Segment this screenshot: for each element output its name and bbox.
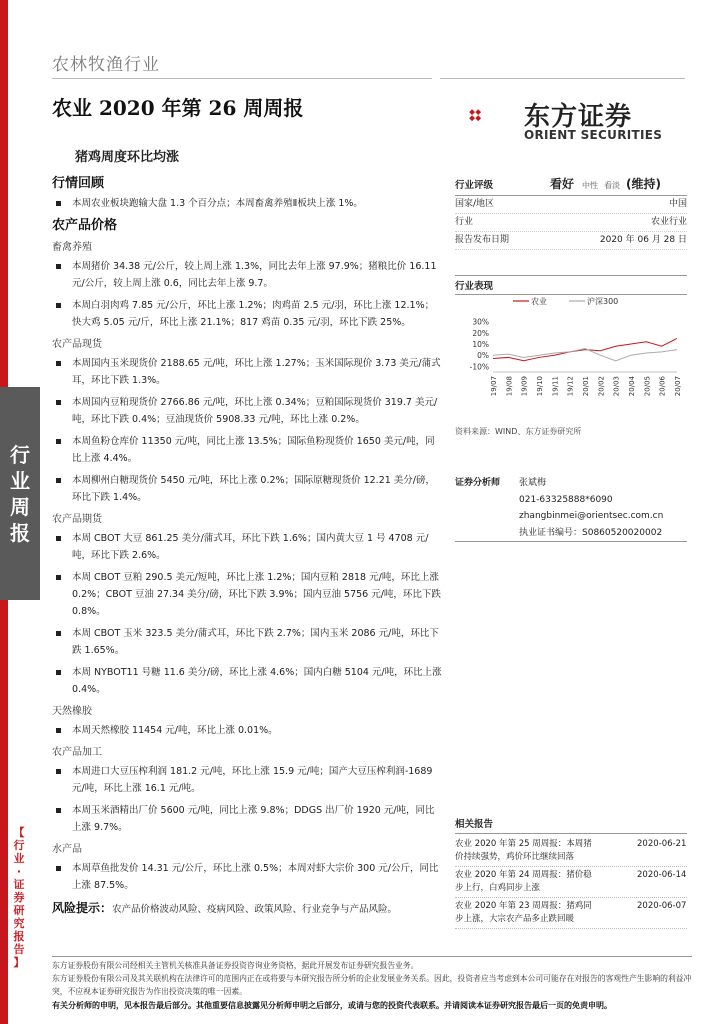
x-tick-label: 20/07 bbox=[674, 376, 682, 397]
price-group-label: 天然橡胶 bbox=[52, 706, 92, 717]
y-tick-label: -10% bbox=[469, 362, 489, 372]
x-tick-label: 19/10 bbox=[536, 376, 544, 397]
info-value: 农业行业 bbox=[650, 217, 687, 227]
series-line bbox=[493, 338, 677, 360]
price-bullet: 本周国内豆粕现货价 2766.86 元/吨，环比上涨 0.34%；豆粕国际现货价 319.7 美元/吨，环比下跌 0.4%；豆油现货价 5908.33 元/吨，环比上涨 0.2%。 bbox=[52, 394, 442, 428]
x-tick-label: 20/01 bbox=[582, 376, 590, 397]
price-bullet: 本周柳州白糖现货价 5450 元/吨，环比上涨 0.2%；国际原糖现货价 12.21 美分/磅，环比下跌 1.4%。 bbox=[52, 472, 442, 506]
related-item[interactable] bbox=[455, 836, 687, 867]
divider bbox=[52, 78, 432, 79]
analyst-row bbox=[455, 525, 687, 543]
review-bullet: 本周农业板块跑输大盘 1.3 个百分点；本周畜禽养殖Ⅱ板块上涨 1%。 bbox=[52, 195, 442, 212]
analyst-row bbox=[455, 508, 687, 525]
price-bullet: 本周猪价 34.38 元/公斤，较上周上涨 1.3%，同比去年上涨 97.9%；猪粮比价 16.11 元/公斤，较上周上涨 0.6，同比去年上涨 9.7。 bbox=[52, 258, 442, 292]
rating-keep: (维持) bbox=[626, 177, 661, 191]
analyst-email[interactable]: zhangbinmei@orientsec.com.cn bbox=[519, 511, 664, 521]
price-bullet: 本周天然橡胶 11454 元/吨，环比上涨 0.01%。 bbox=[52, 722, 442, 739]
price-group-label: 农产品期货 bbox=[52, 514, 102, 525]
x-tick-label: 20/04 bbox=[628, 376, 636, 397]
analyst-row bbox=[455, 475, 687, 492]
performance-heading: 行业表现 bbox=[455, 275, 687, 295]
side-bracket-char: 行 bbox=[13, 839, 25, 852]
x-tick-label: 20/02 bbox=[597, 376, 606, 397]
analyst-label: 证券分析师 bbox=[455, 478, 501, 488]
price-bullet: 本周国内玉米现货价 2188.65 元/吨，环比上涨 1.27%；玉米国际现价 3.73 美元/蒲式耳，环比下跌 1.3%。 bbox=[52, 355, 442, 389]
footer-line-bold: 有关分析师的申明，见本报告最后部分。其他重要信息披露见分析师申明之后部分，或请与您的投资代表联系。并请阅读本证券研究报告最后一页的免责申明。 bbox=[52, 1001, 612, 1010]
report-subtitle: 猪鸡周度环比均涨 bbox=[75, 150, 180, 165]
x-tick-label: 19/07 bbox=[490, 376, 498, 397]
related-item[interactable] bbox=[455, 898, 687, 929]
footer-line: 东方证券股份有限公司及其关联机构在法律许可的范围内正在或将要与本研究报告所分析的企业发展业务关系。因此，投资者应当考虑到本公司可能存在对报告的客观性产生影响的利益冲突，不应视本证券研究报告为作出投资决策的唯一因素。 bbox=[52, 974, 692, 996]
info-value: 中国 bbox=[668, 199, 687, 209]
license-label: 执业证书编号： bbox=[519, 527, 583, 538]
price-groups bbox=[52, 239, 442, 894]
side-tab-char: 业 bbox=[10, 468, 30, 493]
related-reports bbox=[455, 816, 687, 929]
x-tick-label: 20/03 bbox=[612, 376, 621, 397]
logo-text-cn: 东方证券 bbox=[524, 102, 633, 132]
y-tick-label: 10% bbox=[472, 340, 489, 349]
price-bullet: 本周草鱼批发价 14.31 元/公斤，环比上涨 0.5%；本周对虾大宗价 300 元/公斤，同比上涨 87.5%。 bbox=[52, 860, 442, 894]
price-bullet: 本周 CBOT 玉米 323.5 美分/蒲式耳，环比下跌 2.7%；国内玉米 2086 元/吨，环比下跌 1.65%。 bbox=[52, 625, 442, 659]
x-tick-label: 20/06 bbox=[658, 376, 667, 397]
x-tick-label: 19/09 bbox=[520, 376, 529, 397]
info-row bbox=[455, 232, 687, 250]
risk-warning bbox=[52, 900, 442, 918]
related-title[interactable]: 农业 2020 年第 23 周周报：猪鸡同步上涨，大宗农产品多止跌回暖 bbox=[455, 901, 592, 924]
analyst-row bbox=[455, 492, 687, 509]
side-bracket-char: 【 bbox=[13, 826, 25, 839]
info-row bbox=[455, 196, 687, 214]
side-bracket-char: · bbox=[16, 865, 22, 878]
performance-chart bbox=[455, 292, 687, 408]
report-title: 农业 2020 年第 26 周周报 bbox=[52, 96, 304, 120]
y-tick-label: 30% bbox=[472, 317, 489, 327]
x-tick-label: 19/12 bbox=[566, 376, 575, 397]
price-group-label: 农产品加工 bbox=[52, 747, 102, 758]
related-date: 2020-06-14 bbox=[637, 870, 687, 880]
rating-value: 看好 bbox=[550, 177, 575, 191]
legend-label: 沪深300 bbox=[587, 297, 619, 306]
side-bracket-label bbox=[8, 826, 30, 969]
rating-label: 行业评级 bbox=[455, 180, 494, 191]
rating-neutral: 中性 bbox=[582, 181, 599, 190]
rating-row bbox=[455, 175, 687, 196]
analyst-name: 张斌梅 bbox=[519, 478, 547, 488]
risk-label: 风险提示： bbox=[52, 901, 113, 915]
info-value: 2020 年 06 月 28 日 bbox=[599, 235, 687, 245]
info-row bbox=[455, 214, 687, 232]
related-title[interactable]: 农业 2020 年第 25 周周报：本周猪价持续强势，鸡价环比继续回落 bbox=[455, 839, 592, 862]
price-bullet: 本周玉米酒精出厂价 5600 元/吨，同比上涨 9.8%；DDGS 出厂价 1920 元/吨，同比上涨 9.7%。 bbox=[52, 802, 442, 836]
rating-panel bbox=[455, 175, 687, 250]
side-bracket-char: 究 bbox=[13, 917, 25, 930]
side-tab-char: 报 bbox=[10, 520, 30, 545]
price-bullet: 本周白羽肉鸡 7.85 元/公斤，环比上涨 1.2%；肉鸡苗 2.5 元/羽，环比上涨 12.1%；快大鸡 5.05 元/斤，环比上涨 21.1%；817 鸡苗 0.35 元/羽，环比下跌 25%。 bbox=[52, 297, 442, 331]
price-bullet: 本周进口大豆压榨利润 181.2 元/吨，环比上涨 15.9 元/吨；国产大豆压榨利润-1689 元/吨，环比上涨 16.1 元/吨。 bbox=[52, 763, 442, 797]
analyst-panel bbox=[455, 475, 687, 542]
prices-heading: 农产品价格 bbox=[52, 218, 118, 233]
orient-logo-icon bbox=[468, 88, 524, 144]
y-tick-label: 20% bbox=[472, 328, 489, 338]
side-bracket-char: 报 bbox=[13, 930, 25, 943]
x-tick-label: 19/11 bbox=[551, 376, 560, 397]
side-bracket-char: 证 bbox=[13, 878, 25, 891]
info-key: 国家/地区 bbox=[455, 199, 495, 209]
price-bullet: 本周 CBOT 大豆 861.25 美分/蒲式耳，环比下跌 1.6%；国内黄大豆 1 号 4708 元/吨，环比下跌 2.6%。 bbox=[52, 530, 442, 564]
side-tab-char: 行 bbox=[10, 442, 30, 467]
main-content bbox=[52, 175, 442, 918]
related-date: 2020-06-21 bbox=[637, 839, 687, 849]
rating-bad: 看淡 bbox=[604, 181, 621, 190]
side-tab-industry-weekly bbox=[0, 387, 40, 600]
info-key: 行业 bbox=[455, 217, 474, 227]
side-bracket-char: 业 bbox=[13, 852, 25, 865]
x-tick-label: 19/08 bbox=[505, 376, 514, 397]
risk-text: 农产品价格波动风险、疫病风险、政策风险、行业竞争与产品风险。 bbox=[112, 904, 398, 915]
price-group-label: 农产品现货 bbox=[52, 339, 102, 350]
side-bracket-char: 】 bbox=[13, 956, 25, 969]
footer-line: 东方证券股份有限公司经相关主管机关核准具备证券投资咨询业务资格，据此开展发布证券研究报告业务。 bbox=[52, 956, 692, 972]
side-bracket-char: 告 bbox=[13, 943, 25, 956]
price-group-label: 水产品 bbox=[52, 844, 82, 855]
x-tick-label: 20/05 bbox=[643, 376, 652, 397]
sector-label: 农林牧渔行业 bbox=[52, 55, 160, 75]
side-bracket-char: 研 bbox=[13, 904, 25, 917]
related-date: 2020-06-07 bbox=[637, 901, 687, 911]
price-bullet: 本周鱼粉仓库价 11350 元/吨，同比上涨 13.5%；国际鱼粉现货价 1650 美元/吨，同比上涨 4.4%。 bbox=[52, 433, 442, 467]
license-number: S0860520020002 bbox=[582, 527, 663, 538]
y-tick-label: 0% bbox=[477, 351, 489, 361]
side-bracket-char: 券 bbox=[13, 891, 25, 904]
related-title[interactable]: 农业 2020 年第 24 周周报：猪价稳步上行，白鸡同步上涨 bbox=[455, 870, 592, 893]
chart-source: 资料来源：WIND、东方证券研究所 bbox=[455, 427, 582, 436]
legend-label: 农业 bbox=[531, 297, 547, 306]
side-tab-char: 周 bbox=[10, 494, 30, 519]
footer-disclaimer bbox=[52, 956, 692, 1012]
price-bullet: 本周 CBOT 豆粕 290.5 美元/短吨，环比上涨 1.2%；国内豆粕 2818 元/吨，环比上涨 0.2%；CBOT 豆油 27.34 美分/磅，环比下跌 3.9%；国内豆油 5756 元/吨，环比下跌 0.8%。 bbox=[52, 569, 442, 620]
review-heading: 行情回顾 bbox=[52, 176, 105, 191]
divider bbox=[440, 78, 685, 79]
series-line bbox=[493, 348, 677, 360]
price-bullet: 本周 NYBOT11 号糖 11.6 美分/磅，环比上涨 4.6%；国内白糖 5104 元/吨，环比上涨 0.4%。 bbox=[52, 664, 442, 698]
info-key: 报告发布日期 bbox=[455, 235, 510, 245]
related-heading: 相关报告 bbox=[455, 816, 687, 834]
price-group-label: 畜禽养殖 bbox=[52, 242, 92, 253]
logo-text-en: ORIENT SECURITIES bbox=[524, 128, 663, 142]
analyst-phone: 021-63325888*6090 bbox=[519, 494, 613, 505]
related-item[interactable] bbox=[455, 867, 687, 898]
